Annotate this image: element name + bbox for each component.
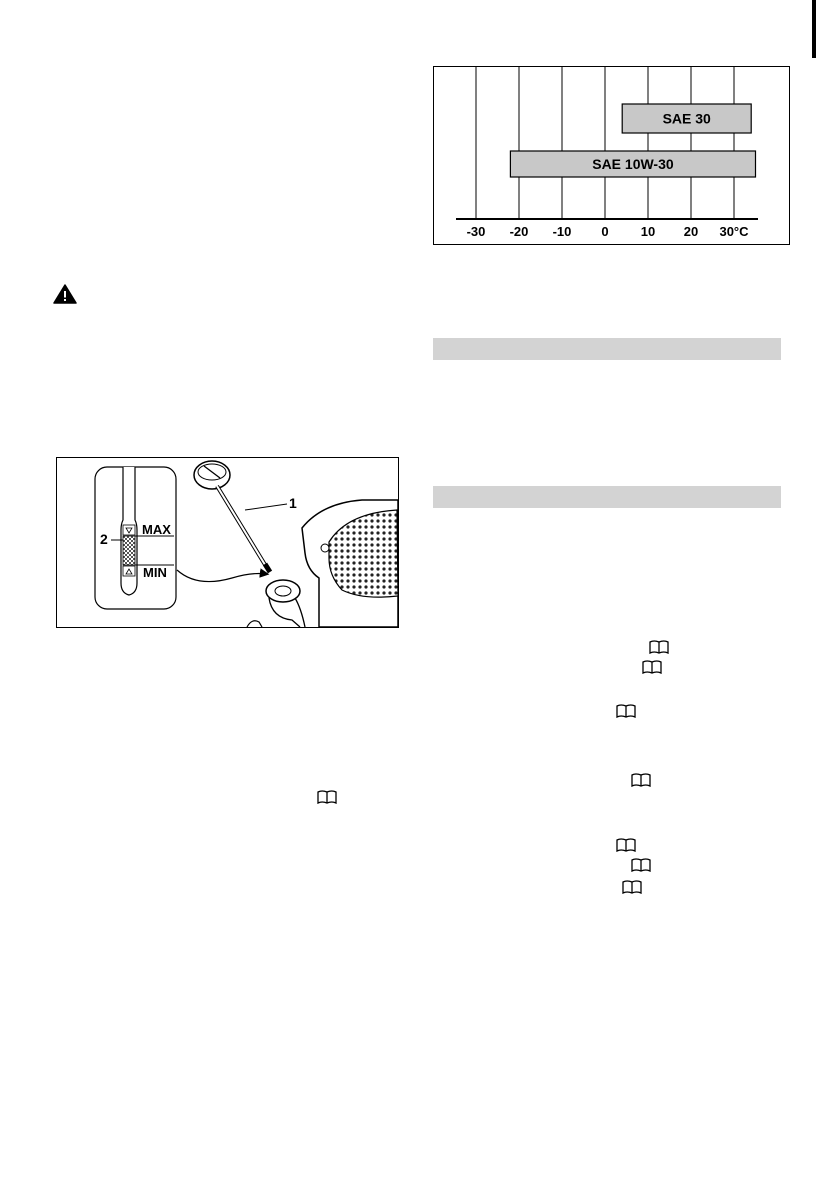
oil-viscosity-chart-svg (434, 67, 789, 244)
chart-bar-label: SAE 30 (662, 110, 711, 127)
chart-tick-label: -10 (552, 224, 572, 239)
chart-tick-label: 30°C (719, 224, 749, 239)
chart-tick-label: -30 (466, 224, 486, 239)
chart-tick-label: 0 (601, 224, 609, 239)
min-label: MIN (143, 565, 167, 580)
dipstick-illustration (57, 458, 398, 627)
dipstick-figure (56, 457, 399, 628)
open-book-icon (649, 640, 669, 654)
chart-bar-label: SAE 10W-30 (592, 156, 674, 172)
open-book-icon (642, 660, 662, 674)
max-label: MAX (142, 522, 171, 537)
page-edge-marker (812, 0, 816, 58)
chart-tick-label: 20 (683, 224, 699, 239)
section-heading-bar (433, 338, 781, 360)
open-book-icon (616, 704, 636, 718)
open-book-icon (631, 858, 651, 872)
chart-tick-label: -20 (509, 224, 529, 239)
open-book-icon (631, 773, 651, 787)
open-book-icon (616, 838, 636, 852)
oil-viscosity-chart (433, 66, 790, 245)
callout-2: 2 (100, 531, 108, 547)
open-book-icon (317, 790, 337, 804)
callout-1: 1 (289, 495, 297, 511)
warning-triangle-icon (53, 284, 77, 304)
section-heading-bar (433, 486, 781, 508)
open-book-icon (622, 880, 642, 894)
chart-tick-label: 10 (640, 224, 656, 239)
